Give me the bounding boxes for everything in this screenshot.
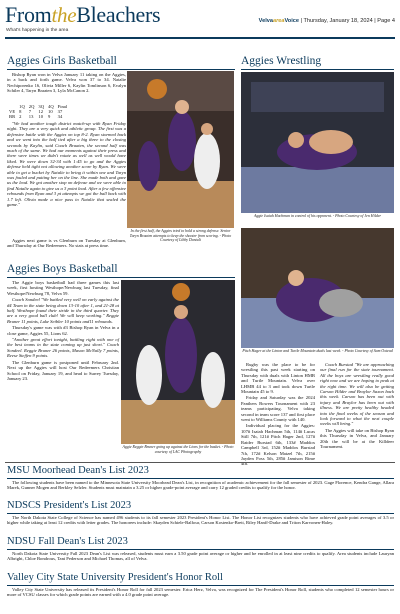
box-score-row: VE 8 7 12 10 37 <box>9 109 63 114</box>
section-rule <box>241 69 394 70</box>
girls-basketball-outro: Aggies next game is vs Glenburn on Tuesday at Glenburn, and Thursday at Our Redeemers. No stats at press time. <box>7 238 126 249</box>
wrestling-caption-1: Aggie Isaiah Hachman in control of his opponent. - Photo Courtesy of Jen Hilder <box>254 214 381 218</box>
section-divider <box>5 462 395 463</box>
section-rule <box>7 585 394 586</box>
msu-body: The following students have been named to the Minnesota State University Moorhead Dean's List, in recognition of academic achievement for the fall semester of 2023. Gage Florence, Kendra Gange, Allara Marek, Gunner Mogen and Berkley Selzler. Students must maintain a 3.25 or higher grade-point average and carry 12 graded credits to qualify for the honor. <box>7 480 394 491</box>
wrestling-photo-1 <box>241 72 394 213</box>
wrestling-caption-2: Pitch Hager at the Linton and Turtle Mountain duals last week. - Photo Courtesy of Sam Oxtead <box>242 349 393 353</box>
ndsu-heading: NDSU Fall Dean's List 2023 <box>7 536 128 547</box>
section-rule <box>7 478 394 479</box>
girls-basketball-intro: Bishop Ryan won in Velva January 11 taking on the Aggies, in a back and forth game. Velva won 37 to 34. Natalie Nechiporenko 16, Olivia Miller 6, Kaylin Tomlinson 6, Evalyn Schiler 4, Taryn Braaten 3, Lyla McCanon 2. <box>7 72 126 94</box>
vcsu-heading: Valley City State University President's Honor Roll <box>7 572 223 583</box>
boys-basketball-photo <box>121 280 235 444</box>
section-rule <box>7 549 394 550</box>
masthead <box>5 4 395 34</box>
girls-basketball-photo <box>127 71 234 228</box>
girls-basketball-quote: "We had another tough district match-up with Ryan Friday night. They are a very quick and athletic group. The first was a defensive battle with the Aggies on top 8-2. Ryan stormed back and we went into the half tied after a big three to the closing seconds by Kaylin, said Coach Braaten, the second half was much of the same. We had our moments against their press and there were times we didn't rotate as well as well would have liked. We were down 32-34 with 1:45 to go and the Aggies defense held tight not allowing another score by Ryan. We were able to get a bucket by Natalie to bring it within one and Taryn was fouled and putting her on the line. She made both and gave us the lead. We got another stop on defense and we were able to find Natalie again to give us a 3 point lead. After a few offensive rebounds from Ryan and 3 pt attempts we got the ball back with 1.7 left. Olivia made a nice pass to Natalie that sealed the game." <box>7 121 126 208</box>
section-rule <box>7 69 235 70</box>
masthead-rule <box>5 37 395 39</box>
section-rule <box>7 513 394 514</box>
wrestling-column-1: Rugby was the place to be for wrestling this past week starting on Thursday with duals with Linton HMB and Turtle Mountain. Velva over LHMB 44 to 3 and took down Turtle Mountain 45 to 9. Friday and Saturday was the 2024 Panthers Bowers Tournament with 23 teams participating. Velva taking second in team score 137 and first place went to Williams County with 140. Individual placing for the Aggies: 107# Isaiah Hachman 5th, 114# Lucas Still 7th, 121# Pitch Hager 2nd, 127# Raider Burstad 6th, 133# Maddox Campbell 3rd, 152# Maddox Burstad 7th, 172# Kelson Matzel 7th, 215# Jayden Foss 5th, 285# Jamison Rime 4th. <box>241 362 315 467</box>
girls-basketball-heading: Aggies Girls Basketball <box>7 55 117 67</box>
ndscs-body: The North Dakota State College of Science has named 496 students to its fall semester 2023 President's Honor List. The Honor List recognizes students who have achieved grade point averages of 3.5 or higher while taking at least 12 credits with letter grades. The honorees include: Skayden Schiele-Balfour, Carson Kostenko-Brett, Riley Hanff-Drake and Triton Karvonen-Haley. <box>7 515 394 526</box>
boys-basketball-text: The Aggie boys basketball had three games this last week, first hosting Westhope/Newburg last Tuesday, final Westhope/Newburg 78, Velva 59. Coach Sondeel "We battled very well on early against the #4 Team in the state being down 13-10 after 1, and 21-28 at half. Westhope found their stride in the third quarter. They are a very good ball club! We will keep working." Reggie Bruner 11 points, Luke Seibler 10 points and11 rebounds. Thursday's game was with #3 Bishop Ryan in Velva in a close game, Aggies 55, Lions 62. "Another great effort tonight, battling right with one of the best teams in the state coming up just short." Coach Sondeel. Reggie Bruner 26 points, Mason McNally 7 points, Reese Steffen 9 points. The Glenburn game is postponed until February 2nd. Next up the Aggies will host Our Redeemers Christian School on Friday, January 19, and head to Surrey Tuesday, January 23. <box>7 280 119 381</box>
masthead-dateline: VelvaareaVoice | Thursday, January 18, 2024 | Page 4 <box>258 18 395 24</box>
boys-basketball-caption: Aggie Reggie Bruner going up against the Lions for the basket. - Photo courtesy of LAC Photography <box>122 445 234 454</box>
wrestling-heading: Aggies Wrestling <box>241 55 322 67</box>
wrestling-photo-2 <box>241 228 394 348</box>
girls-box-score <box>7 104 69 119</box>
masthead-title: FromtheBleachers <box>5 2 161 27</box>
msu-heading: MSU Moorhead Dean's List 2023 <box>7 465 149 476</box>
ndscs-heading: NDSCS President's List 2023 <box>7 500 132 511</box>
section-rule <box>7 277 235 278</box>
wrestling-column-2: Coach Burstad "We are approaching our final run for the state tournament. All the boys are wrestling really good right now and we are hoping to peak at the right time. We will also be getting Carson Hilder and Braylor Saxon back this week. Carson has been out with injury and Braylor has been out with illness. We are pretty healthy headed into the final weeks of the season and look forward to what the next couple weeks will bring." The Aggies will take on Bishop Ryan this Thursday in Velva, and January 20th the will be at the Killdeer Tournament. <box>320 362 394 450</box>
boys-basketball-heading: Aggies Boys Basketball <box>7 263 118 275</box>
vcsu-body: Valley City State University has released its President's Honor Roll for fall 2023 semester. Erica Herz, Velva, was recognized for The President's Honor Roll, students who completed 12 semester hours or more of VCSU classes for which grade points are earned with a 4.0 grade point average. <box>7 587 394 598</box>
ndsu-body: North Dakota State University Fall 2023 Dean's List was released, students must earn a 3.50 grade point average or higher and be enrolled in at least nine credits to qualify. Area students include Lauryan Albright, Chloe Bondrous, Tani Pederson and Michael Thomas, all of Velva. <box>7 551 394 562</box>
masthead-tagline: What's happening in the area <box>6 28 69 33</box>
box-score-row: BR 2 13 10 9 34 <box>9 114 63 119</box>
box-score-header: 1Q 2Q 3Q 4Q Final <box>19 104 68 109</box>
girls-basketball-caption: In the first half, the Aggies tried to hold a strong defense. Senior Taryn Braaten attempts to keep the shooter from scoring. - Photo Courtesy of Libby Dantuli <box>129 229 232 243</box>
